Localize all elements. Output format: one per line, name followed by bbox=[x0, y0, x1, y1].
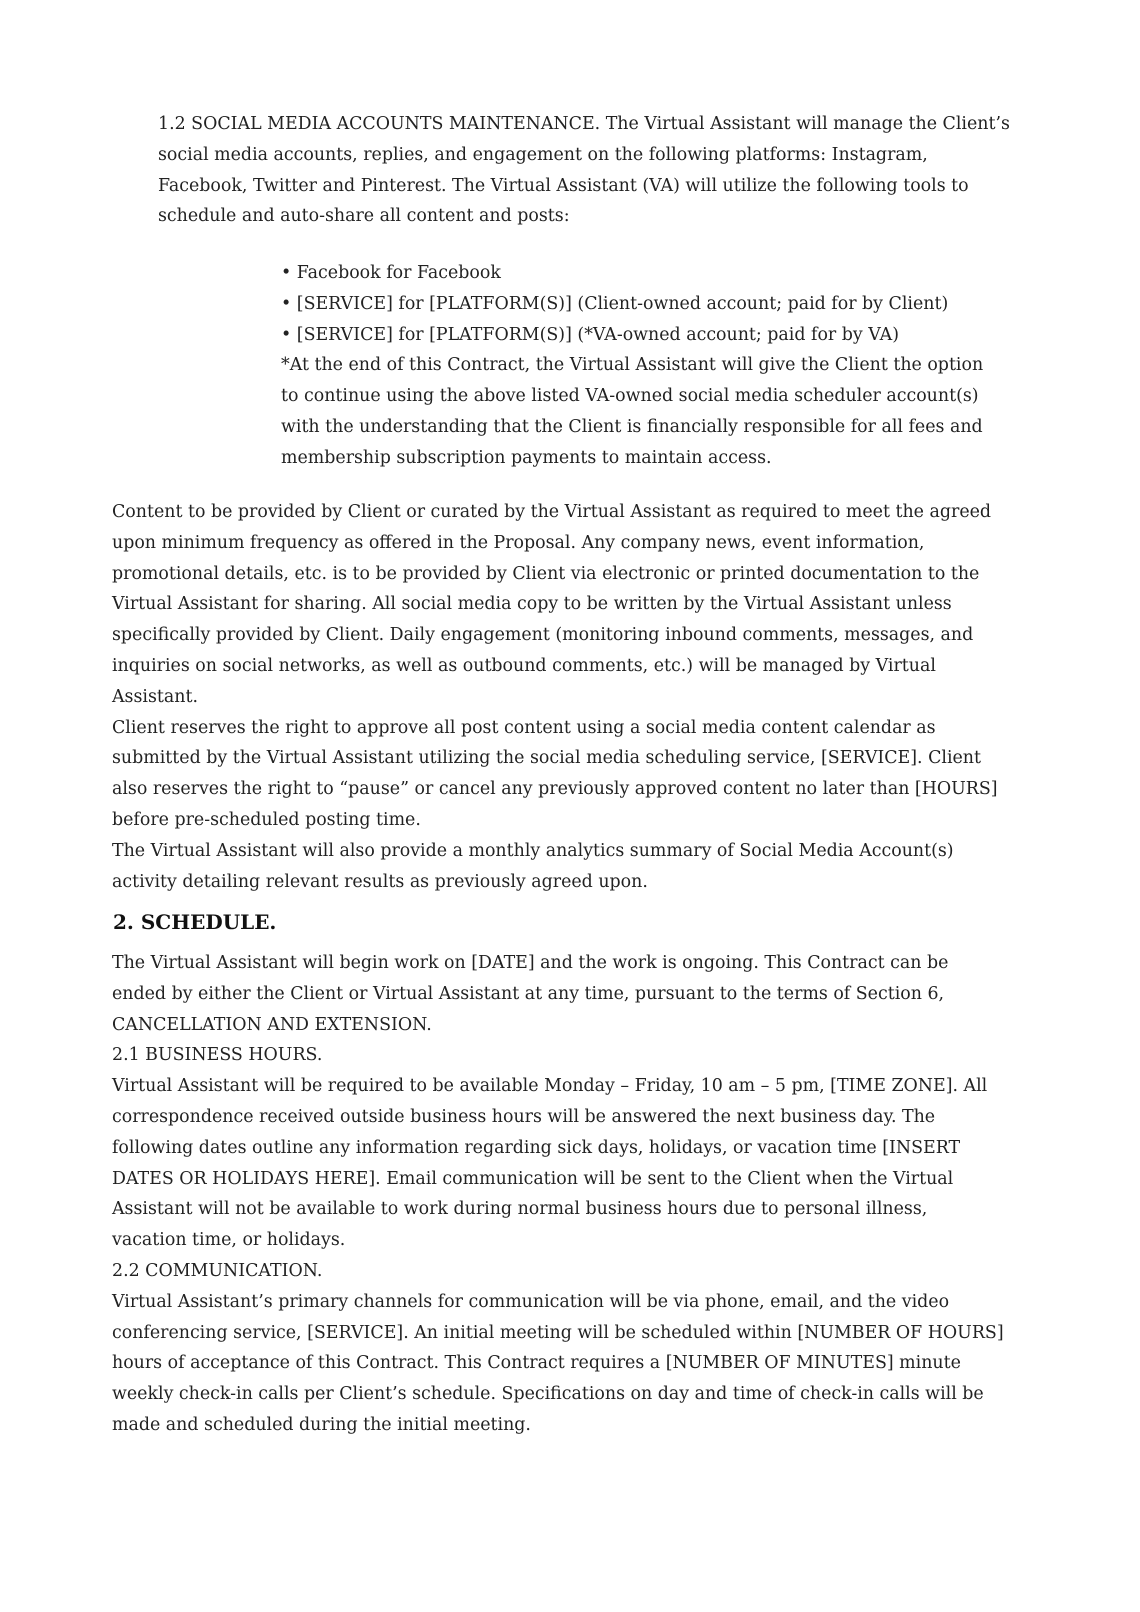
text-line: specifically provided by Client. Daily engagement (monitoring inbound comments, messages, and bbox=[112, 625, 974, 646]
text-line: upon minimum frequency as offered in the Proposal. Any company news, event information, bbox=[112, 532, 925, 553]
text-line: • Facebook for Facebook bbox=[281, 263, 501, 283]
text-line: made and scheduled during the initial meeting. bbox=[112, 1414, 531, 1435]
text-line: membership subscription payments to maintain access. bbox=[281, 447, 772, 468]
text-line: • [SERVICE] for [PLATFORM(S)] (Client-owned account; paid for by Client) bbox=[281, 293, 949, 314]
text-line: • [SERVICE] for [PLATFORM(S)] (*VA-owned account; paid for by VA) bbox=[281, 324, 899, 345]
section-2-heading: 2. SCHEDULE. bbox=[113, 910, 277, 934]
text-line: Client reserves the right to approve all post content using a social media content calendar as bbox=[112, 717, 936, 738]
text-line: Virtual Assistant for sharing. All social media copy to be written by the Virtual Assistant unless bbox=[112, 594, 952, 615]
text-line: before pre-scheduled posting time. bbox=[112, 809, 421, 830]
text-line: conferencing service, [SERVICE]. An initial meeting will be scheduled within [NUMBER OF HOURS] bbox=[112, 1322, 1004, 1343]
text-line: with the understanding that the Client is financially responsible for all fees and bbox=[281, 416, 983, 437]
text-line: Assistant. bbox=[112, 686, 198, 707]
text-line: 1.2 SOCIAL MEDIA ACCOUNTS MAINTENANCE. The Virtual Assistant will manage the Client’s bbox=[158, 114, 1010, 134]
text-line: hours of acceptance of this Contract. This Contract requires a [NUMBER OF MINUTES] minute bbox=[112, 1353, 961, 1374]
text-line: CANCELLATION AND EXTENSION. bbox=[112, 1014, 432, 1035]
text-line: submitted by the Virtual Assistant utilizing the social media scheduling service, [SERVICE]. Client bbox=[112, 748, 981, 769]
text-line: inquiries on social networks, as well as outbound comments, etc.) will be managed by Virtual bbox=[112, 655, 936, 676]
text-line: social media accounts, replies, and engagement on the following platforms: Instagram, bbox=[158, 144, 928, 165]
text-line: vacation time, or holidays. bbox=[112, 1230, 346, 1251]
text-line: *At the end of this Contract, the Virtual Assistant will give the Client the option bbox=[281, 355, 984, 376]
text-line: The Virtual Assistant will also provide a monthly analytics summary of Social Media Account(s) bbox=[112, 840, 954, 861]
text-line: to continue using the above listed VA-owned social media scheduler account(s) bbox=[281, 386, 979, 407]
text-line: ended by either the Client or Virtual Assistant at any time, pursuant to the terms of Section 6, bbox=[112, 983, 945, 1004]
text-line: Assistant will not be available to work during normal business hours due to personal illness, bbox=[112, 1199, 928, 1220]
text-line: DATES OR HOLIDAYS HERE]. Email communication will be sent to the Client when the Virtual bbox=[112, 1168, 954, 1189]
tools-list bbox=[281, 258, 983, 474]
text-line: promotional details, etc. is to be provided by Client via electronic or printed documentation to the bbox=[112, 563, 980, 584]
text-line: The Virtual Assistant will begin work on [DATE] and the work is ongoing. This Contract can be bbox=[112, 953, 949, 973]
text-line: correspondence received outside business hours will be answered the next business day. The bbox=[112, 1106, 936, 1127]
text-line: Content to be provided by Client or curated by the Virtual Assistant as required to meet the agreed bbox=[112, 502, 992, 522]
text-line: Virtual Assistant’s primary channels for communication will be via phone, email, and the video bbox=[112, 1291, 950, 1312]
text-line: Virtual Assistant will be required to be available Monday – Friday, 10 am – 5 pm, [TIME ZONE]. All bbox=[112, 1076, 988, 1097]
text-line: weekly check-in calls per Client’s schedule. Specifications on day and time of check-in calls will be bbox=[112, 1384, 984, 1405]
section-2-body bbox=[112, 948, 1004, 1441]
text-line: 2.2 COMMUNICATION. bbox=[112, 1260, 323, 1281]
text-line: following dates outline any information regarding sick days, holidays, or vacation time [INSERT bbox=[112, 1137, 961, 1158]
section-1-2-paragraph bbox=[158, 109, 1010, 232]
text-line: activity detailing relevant results as previously agreed upon. bbox=[112, 871, 648, 892]
content-paragraphs bbox=[112, 497, 998, 897]
text-line: schedule and auto-share all content and posts: bbox=[158, 206, 570, 227]
text-line: also reserves the right to “pause” or cancel any previously approved content no later than [HOURS] bbox=[112, 779, 998, 800]
text-line: Facebook, Twitter and Pinterest. The Virtual Assistant (VA) will utilize the following tools to bbox=[158, 175, 969, 196]
text-line: 2.1 BUSINESS HOURS. bbox=[112, 1045, 323, 1066]
